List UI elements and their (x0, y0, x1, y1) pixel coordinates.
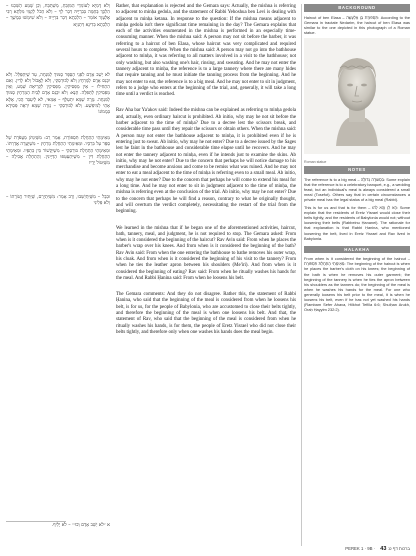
english-text-block: Rav Aha bar Ya'akov said: Indeed the mishna can be explained as referring to minḥa gedola and, actually, even ordinary haircut is prohibited. Ab initio, why may he not sit before the barber adjacent to the time of minḥa? Due to a decree lest the scissors break, and considerable time pass until they repair the scissors or obtain others. When the mishna said: A person may not enter the bathhouse adjacent to minḥa, it is prohibited even if he is entering just to sweat. Ab initio, why may he not enter? Due to a decree issued by the Sages lest he faint in the bathhouse and considerable time elapse until he recovers. And he may not enter the tannery adjacent to minḥa, even if he intends just to examine the skins. Ab initio, why may he not enter? Due to the concern that perhaps he will notice damage to his merchandise and become anxious and come to be remiss what was ruined. And he may not enter to eat a meal adjacent to the time of minḥa is referring even to a small meal. Ab initio, why may he not enter? Due to the concern that perhaps he will come to extend his meal for a long time. And he may not enter to sit in judgment adjacent to the time of minḥa, the mishna is referring even at the conclusion of the trial. Ab initio, why may he not enter? Due to the concern that perhaps he will find a reason, contrary to what he originally thought, and will overturn the verdict completely, necessitating the restart of the trial from the beginning. (116, 108, 296, 215)
page-footer (300, 546, 410, 552)
hebrew-text-block: מֵאֵימָתַי הַתְחָלַת תִּסְפּוֹרֶת, אָמַר רַב: מִשֶּׁיִּנְתֹּן מַעֲפֹרֶת שֶׁל סַפָּר עַל בִּרְכָּיו. וּמֵאֵימָתַי הַתְחָלַת מֶרְחָץ – מִשֶּׁיַּעֲרֶה אֲדַרְתּוֹ. וּמֵאֵימָתַי הַתְחָלַת בּוּרְסְקִי – מִשֶּׁיִּקְשׁוֹר בֵּין כְּתֵפָיו. וּמֵאֵימָתַי הַתְחָלַת דִּין – מִשֶּׁיִּתְעַטְּפוּ הַדַּיָּינִין. וְהַתְחָלַת אֲכִילָה – מִשֶּׁיִּטּוֹל יָדָיו (6, 136, 110, 167)
halakha-heading: HALAKHA (304, 246, 410, 254)
background-text: Haircut of ben Elasa – תִּסְפּוֹרֶת בֶּן אֶלְעָשָׂה: According to the Gemara in tractate Nedarim, the haircut of ben Elasa was similar to the one depicted in this photograph of a Roman statue. (304, 14, 410, 35)
page-number: 43 (380, 546, 387, 552)
sidebar (304, 2, 410, 312)
english-text-block: Rather, that explanation is rejected and the Gemara says: Actually, the mishna is referring to adjacent to minḥa gedola, and the statement of Rabbi Yehoshua ben Levi is dealing with adjacent to minḥa ketana. In response to the question: If the mishna means adjacent to minḥa gedola isn't there significant time remaining in the day? The Gemara explains that each of the activities enumerated in the mishna is performed in an especially time-consuming manner. When the mishna said: A person may not sit before the barber, it was referring to a haircut of ben Elasa, whose haircut was very complicated and required several hours to complete. When the mishna said: A person may not go into the bathhouse adjacent to minḥa, it was referring to all matters involved in a visit to the bathhouse; not only washing, but also washing one's hair, rinsing, and sweating. And he may not enter the tannery adjacent to minḥa, the reference is to a large tannery where there are many hides that require tanning and he must initiate the tanning process from the beginning. And he may not enter to eat, the reference is to a big meal. And he may not enter to sit in judgment, refers to a judge who enters at the beginning of the trial, and, generally, it will take a long time until a verdict is reached. (116, 4, 296, 98)
footnote: א ״לֹא יֵשֵׁב אָדָם וְכוּ׳״ – לֹא יָלֵיף. (51, 523, 110, 528)
english-column (116, 4, 296, 346)
english-text-block: We learned in the mishna that if he began one of the aforementioned activities, haircut, bath, tannery, meal, and judgment, he is not required to stop. The Gemara asked: From when is it considered the beginning of the haircut? Rav Avin said: From when he places the barber's wrap over his knees. And from when is it considered the beginning of the bath? Rav Avin said: From when the one entering the bathhouse to bathe removes his outer wrap, his cloak. And from when is it considered the beginning of his visit to the tannery? From when he ties the leather apron between his shoulders (Me'iri). And from when is it considered the beginning of eating? Rav said: From when he ritually washes his hands for the meal. And Rabbi Ḥanina said: From when he loosens his belt. (116, 225, 296, 281)
column-divider (301, 4, 302, 546)
hebrew-text-block: לֹא יֵשֵׁב אָדָם לִפְנֵי הַסַּפָּר סָמוּךְ לַמִּנְחָה, עַד שֶׁיִּתְפַּלֵּל. וְלֹא יִכָּנֵס אָדָם לַמֶּרְחָץ וְלֹא לַבּוּרְסְקִי, וְלֹא לֶאֱכוֹל וְלֹא לָדִין. וְאִם הִתְחִילוּ – אֵין מַפְסִיקִין. מַפְסִיקִין לִקְרִיאַת שְׁמַע, וְאֵין מַפְסִיקִין לַתְּפִלָּה. תָּנָא: וְלֹא יִכָּנֵס אָדָם לְבֵית הַמֶּרְחָץ סָמוּךְ לַמִּנְחָה. גְּזֵרָה שֶׁמָּא יִתְעַלֶּף – אַמַּאי, לֹא לֶיעְבֵּד הָכִי, אֶלָּא אָתֵי לְמִיפְשַׁע. וְלֹא לַבּוּרְסְקִי – גְּזֵרָה שֶׁמָּא יִרְאֶה פְּסֵידָא בְּמָמוֹנוֹ (6, 72, 110, 116)
notes-text: The reference is to a big meal – בִּסְעוּדָה גְּדוֹלָה: Some explain that the reference is to a celebratory banquet, e.g., a wedding feast, but an individual's meal is always considered a small meal (Tosefot). Others say that in certain circumstances a private meal has the legal status of a big meal (Rabbi). (304, 176, 410, 202)
notes-text: This is for us and that is for them – הָא לַן וְהָא לְהוּ: Some explain that the residents of Eretz Yisrael would close their belts tightly, and the residents of Babylonia would not; without loosening their belts (Rabbeinu Ḥananel). The rationale for that explanation is that Rabbi Ḥanina, who mentioned loosening the belt, lived in Eretz Yisrael and Rav lived in Babylonia. (304, 205, 410, 241)
background-heading: BACKGROUND (304, 4, 410, 12)
halakha-text: From when is it considered the beginning of the haircut – מֵאֵימָתַי הַתְחָלַת תִּסְפּוֹרֶת: The beginning of the haircut is when he places the barber's cloth on his knees; the beginning of the bath is when he removes his outer garment; the beginning of the tannery is when he ties the apron between his shoulders as the tanners do; the beginning of the meal is when he washes his hands for the meal. For one who generally loosens his belt prior to the meal, it is when he loosens his belt, even if he has not yet washed his hands (Rambam Sefer Ahava, Hilkhot Tefilla 6:6; Shulḥan Arukh, Oraḥ Ḥayyim 232:2). (304, 256, 410, 313)
image-caption: Roman statue (304, 159, 327, 164)
footnote-divider (6, 521, 66, 522)
roman-statue-image (304, 38, 410, 154)
hebrew-text-block: וּבְבֶל – מִשֶּׁיִּתְיַשְּׁבוּ, וְרַב אָמַר: מִשֶּׁיִּתְיָרֵם, שֶׁיַּתִּיר חֲגוֹרָתוֹ – וְלֹא פְּלִיגִי (6, 195, 110, 207)
page-info: PEREK 1 · 9B · ברכות דף ט: (345, 546, 410, 551)
notes-heading: NOTES (304, 166, 410, 174)
hebrew-column (6, 4, 110, 218)
hebrew-text-block: וְלֹא דָּמְיָא לְעוֹמְדֵי הַמִּזְבֵּחַ, מַשְׁתַּבַּח, וְכֵן שָׁמַע הַשְּׁכֵנוּ – הִלְכָּךְ בְּחַמָּה בְּבִרְיָיהּ דְּבַר לְוַי – וְלֹא הַכֹּל לְקַמֵּי מִלְּתָא רַבִּי אֶלְעָזָר אוֹמֵר – הִלְכְתָא דְּבַר בִּרְיָיהּ – וְלֹא שִׁימְשׁוּ בְּמֶשֶׁךְ – הַלְכְתָא בְּדִינָא דְּתַנְיָא (6, 4, 110, 28)
english-text-block: The Gemara comments: And they do not disagree. Rather this, the statement of Rabbi Ḥanina, who said that the beginning of the meal is considered from when he loosens his belt, is for us, for the people of Babylonia, who are accustomed to close their belts tightly, and therefore the beginning of the meal is when one loosens his belt. And that, the statement of Rav, who said that the beginning of the meal is considered from when he ritually washes his hands, is for them, the people of Eretz Yisrael who did not close their belts tightly, and therefore only when one washes his hands does the meal begin. (116, 292, 296, 335)
